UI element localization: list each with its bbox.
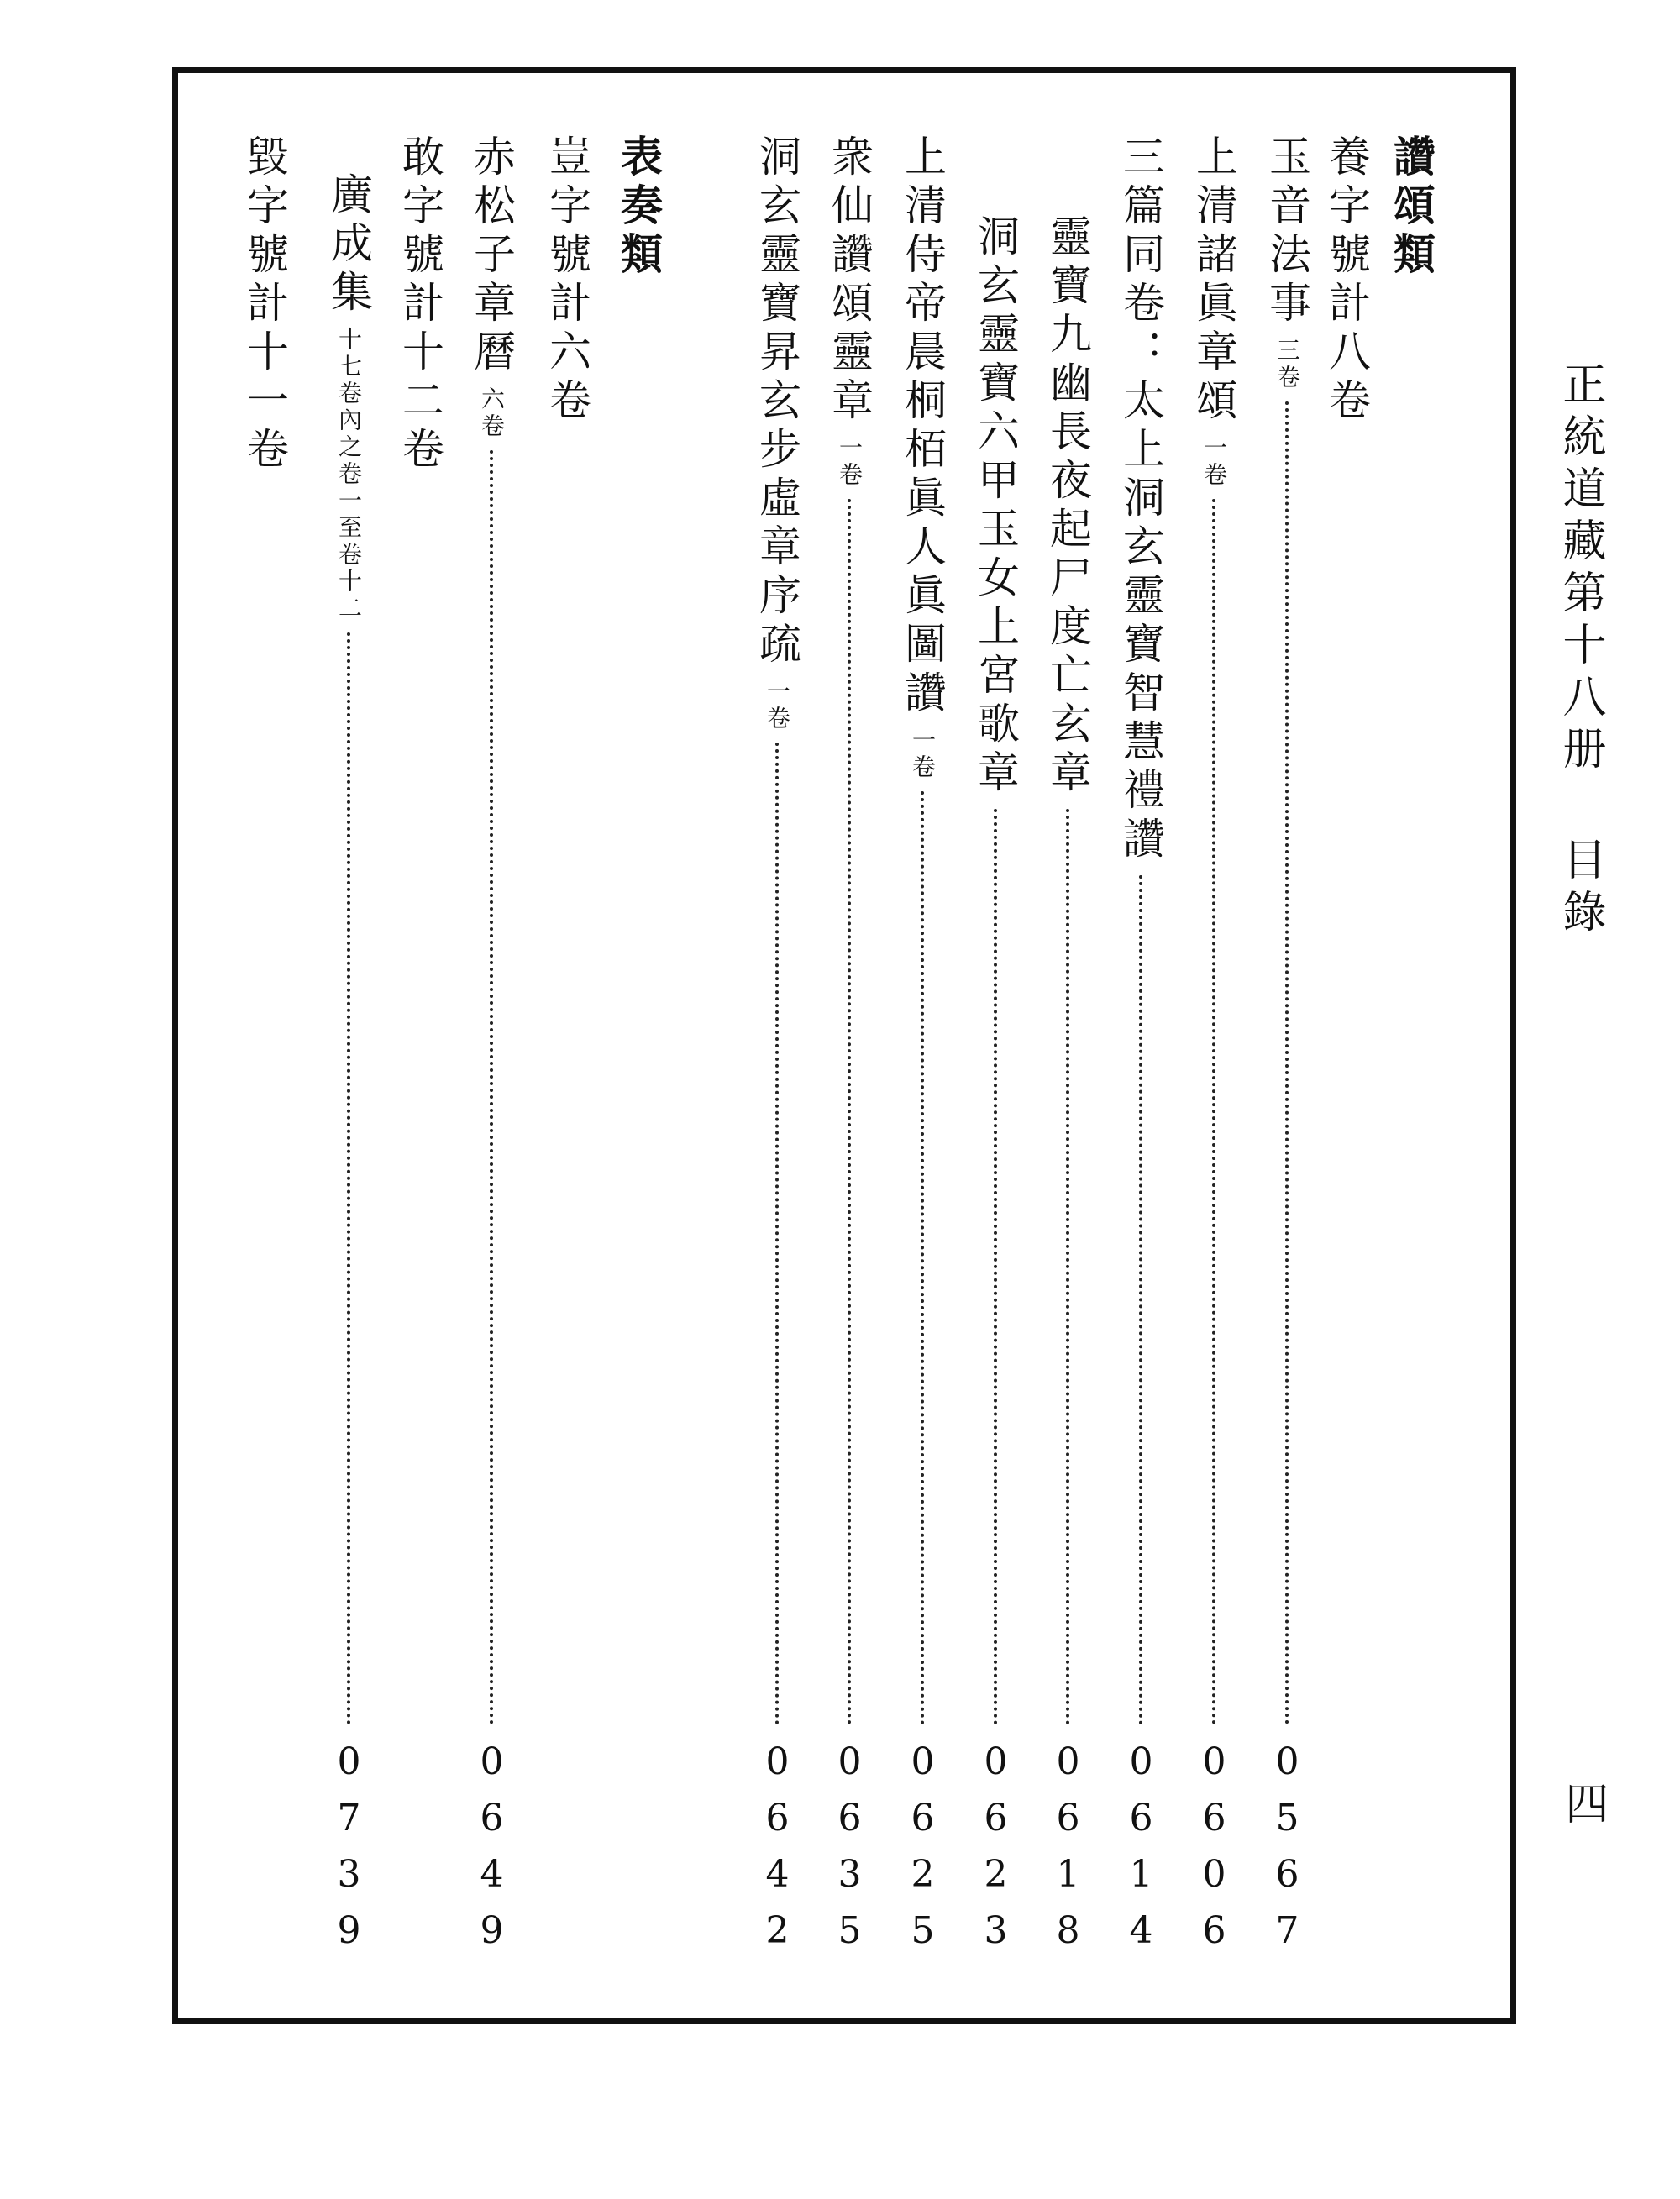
page-ref: 0614: [1120, 1740, 1163, 1965]
toc-entry[interactable]: 三篇同卷：太上洞玄靈寶智慧禮讚 0614: [1116, 134, 1165, 1965]
leader-dots: [848, 499, 851, 1725]
page-number: 四: [1557, 1781, 1608, 1824]
page-ref: 0642: [756, 1740, 799, 1965]
volume-group-heading: 敢字號計十二卷: [396, 134, 444, 475]
page-ref: 0606: [1193, 1740, 1236, 1965]
page-ref: 0625: [901, 1740, 944, 1965]
page-ref: 0623: [974, 1740, 1017, 1965]
toc-entry[interactable]: 衆仙讚頌靈章 一卷 0635: [825, 134, 874, 1965]
volume-group-heading: 毀字號計十一卷: [240, 134, 289, 475]
toc-entry[interactable]: 廣成集 十七卷內之卷一至卷十二 0739: [324, 172, 373, 1965]
leader-dots: [921, 791, 924, 1725]
running-head: [1555, 361, 1605, 941]
leader-dots: [347, 632, 350, 1725]
page-ref: 0649: [470, 1740, 513, 1965]
toc-entry[interactable]: 洞玄靈寶昇玄步虛章序疏 一卷 0642: [753, 134, 801, 1965]
category-heading: 表奏類: [614, 134, 664, 281]
leader-dots: [1139, 875, 1142, 1725]
leader-dots: [994, 809, 997, 1725]
page-ref: 0618: [1047, 1740, 1089, 1965]
leader-dots: [775, 743, 779, 1725]
category-heading: 讚頌類: [1387, 134, 1436, 281]
volume-group-heading: 養字號計八卷: [1322, 134, 1371, 427]
leader-dots: [1066, 809, 1069, 1725]
leader-dots: [490, 450, 493, 1725]
toc-entry[interactable]: 洞玄靈寶六甲玉女上宮歌章 0623: [971, 214, 1020, 1965]
toc-entry[interactable]: 赤松子章曆 六卷 0649: [467, 134, 516, 1965]
toc-entry[interactable]: 上清諸眞章頌 一卷 0606: [1189, 134, 1238, 1965]
toc-entry[interactable]: 上清侍帝晨桐栢眞人眞圖讚 一卷 0625: [898, 134, 947, 1965]
leader-dots: [1285, 401, 1289, 1725]
page-ref: 0635: [828, 1740, 871, 1965]
page-ref: 0739: [328, 1740, 370, 1965]
leader-dots: [1212, 499, 1215, 1725]
volume-group-heading: 豈字號計六卷: [543, 134, 591, 427]
book-title: 正統道藏第十八册: [1555, 361, 1605, 778]
section-title: 目錄: [1555, 837, 1605, 941]
toc-entry[interactable]: 玉音法事 三卷 0567: [1263, 134, 1311, 1965]
page-ref: 0567: [1266, 1740, 1309, 1965]
toc-entry[interactable]: 靈寶九幽長夜起尸度亡玄章 0618: [1043, 214, 1092, 1965]
